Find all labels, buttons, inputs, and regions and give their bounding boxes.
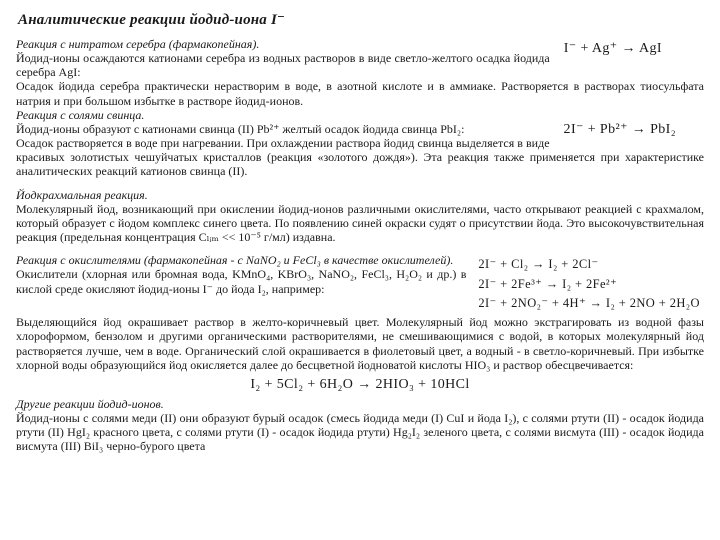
text-lead-precipitation-inline: Йодид-ионы образуют с катионами свинца (II) Pb²⁺ желтый осадок йодида свинца PbI₂: [16, 121, 465, 136]
equation-lead-iodide: 2I⁻ + Pb²⁺ → PbI₂ [563, 121, 676, 137]
text-starch-reaction: Молекулярный йод, возникающий при окислении йодид-ионов различными окислителями, часто открывают реакцией с крахмалом, который образует с йодом комплекс синего цвета. По появлению синей окраски судят о присутствии йода. Это высокочувствительная реакция (предельная концентрация Cₗᵢₘ << 10⁻⁵ г/мл) издавна. [16, 201, 704, 245]
section-lead-salts [16, 108, 704, 179]
section-other-reactions [16, 397, 704, 454]
equation-silver-iodide: I⁻ + Ag⁺ → AgI [563, 41, 662, 56]
text-lead-golden-rain: Осадок растворяется в воде при нагревании. При охлаждении раствора йодид свинца выделяется в виде красивых золотистых чешуйчатых кристаллов (реакция «золотого дождя»). Эта реакция также применяется при характеристике аналитических реакций катионов свинца (II). [16, 136, 704, 179]
text-oxidizers-intro: Окислители (хлорная или бромная вода, KMnO₄, KBrO₃, NaNO₂, FeCl₃, H₂O₂ и др.) в кислой среде окисляют йодид-ионы I⁻ до йода I₂, например: [16, 267, 467, 296]
heading-oxidizers-reaction: Реакция с окислителями (фармакопейная - с NaNO₂ и FeCl₃ в качестве окислителей). [16, 253, 454, 268]
equation-chlorine-oxidation: 2I⁻ + Cl₂ → I₂ + 2Cl⁻ [478, 257, 599, 272]
heading-lead-reaction: Реакция с солями свинца. [16, 107, 145, 122]
text-lead-precipitation [16, 122, 704, 136]
equation-stack-oxidation [478, 255, 700, 313]
section-silver-nitrate [16, 37, 704, 108]
equation-iodic-acid: I₂ + 5Cl₂ + 6H₂O → 2HIO₃ + 10HCl [250, 376, 470, 392]
heading-starch-reaction: Йодкрахмальная реакция. [16, 187, 148, 202]
text-silver-precipitation: Йодид-ионы осаждаются катионами серебра из водных растворов в виде светло-желтого осадка йодида серебра AgI: [16, 51, 550, 80]
heading-silver-reaction: Реакция с нитратом серебра (фармакопейная). [16, 37, 260, 51]
equation-iron-oxidation: 2I⁻ + 2Fe³⁺ → I₂ + 2Fe²⁺ [478, 276, 618, 291]
section-oxidizers [16, 253, 704, 393]
section-iodine-starch [16, 188, 704, 245]
heading-other-reactions: Другие реакции йодид-ионов. [16, 396, 164, 411]
text-silver-solubility: Осадок йодида серебра практически нерастворим в воде, в азотной кислоте и в аммиаке. Растворяется в растворах тиосульфата натрия и при большом избытке в растворе йодид-ионов. [16, 79, 704, 108]
text-oxidizers-extraction: Выделяющийся йод окрашивает раствор в желто-коричневый цвет. Молекулярный йод можно экстрагировать из водной фазы хлороформом, бензолом и другими органическими растворителями, не смешивающимися с водой, в которых молекулярный йод растворяется лучше, чем в воде. Органический слой окрашивается в фиолетовый цвет, а водный - в светло-коричневый. При избытке хлорной воды образующийся йод окисляется далее до бесцветной йодноватой кислоты HIO₃ и раствор обесцвечивается: [16, 315, 704, 372]
page-title: Аналитические реакции йодид-иона I⁻ [18, 12, 286, 28]
equation-nitrite-oxidation: 2I⁻ + 2NO₂⁻ + 4H⁺ → I₂ + 2NO + 2H₂O [478, 295, 700, 310]
text-other-reactions: Йодид-ионы с солями меди (II) они образуют бурый осадок (смесь йодида меди (I) CuI и йода I₂), с солями ртути (II) - осадок йодида ртути (II) HgI₂ красного цвета, с солями ртути (I) - осадок йодида ртути) Hg₂I₂ зеленого цвета, с солями висмута (III) - осадок йодида висмута (III) BiI₃ черно-бурого цвета [16, 411, 704, 454]
